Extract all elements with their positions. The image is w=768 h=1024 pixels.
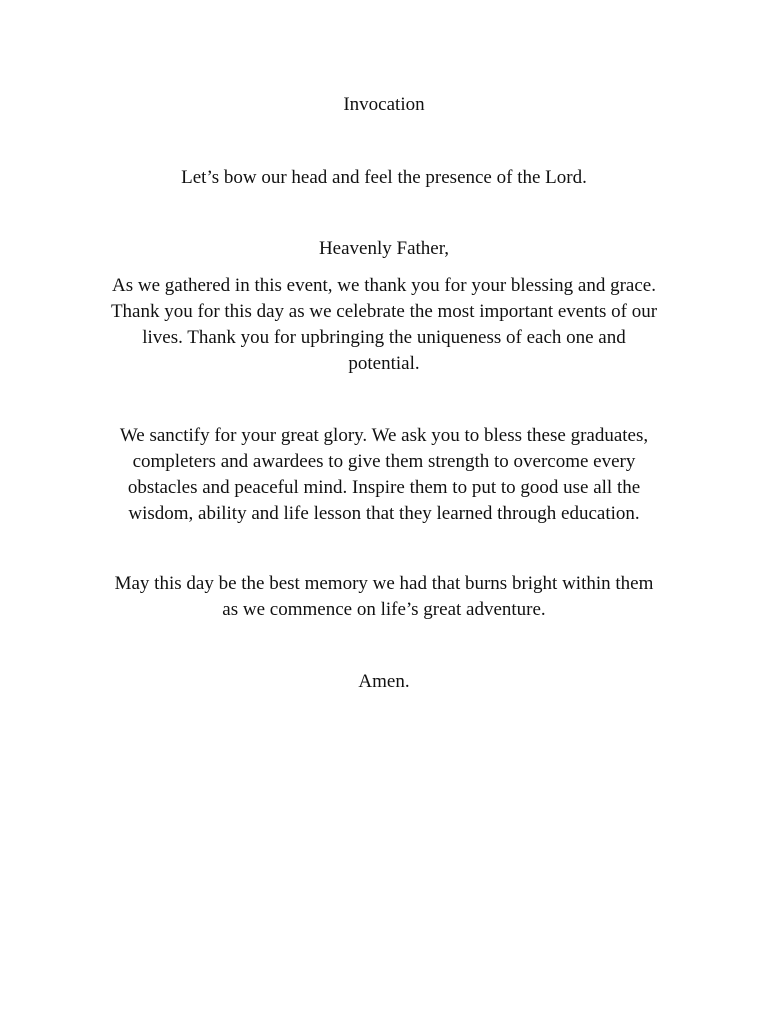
paragraph-1-line-4: potential.	[348, 353, 420, 374]
paragraph-1-line-3: lives. Thank you for upbringing the uniqueness of each one and	[142, 327, 626, 348]
paragraph-3-line-1: May this day be the best memory we had that burns bright within them	[114, 573, 654, 594]
salutation: Heavenly Father,	[318, 238, 450, 259]
paragraph-2-line-2: completers and awardees to give them strength to overcome every	[132, 451, 636, 472]
paragraph-1-line-2: Thank you for this day as we celebrate the most important events of our	[110, 301, 658, 322]
paragraph-2-line-3: obstacles and peaceful mind. Inspire them to put to good use all the	[127, 477, 641, 498]
closing-amen: Amen.	[358, 671, 410, 692]
document-title: Invocation	[343, 94, 425, 115]
paragraph-3-line-2: as we commence on life’s great adventure.	[222, 599, 546, 620]
opening-line: Let’s bow our head and feel the presence of the Lord.	[181, 167, 587, 188]
paragraph-1-line-1: As we gathered in this event, we thank you for your blessing and grace.	[112, 275, 656, 296]
paragraph-2-line-1: We sanctify for your great glory. We ask you to bless these graduates,	[119, 425, 649, 446]
paragraph-2-line-4: wisdom, ability and life lesson that they learned through education.	[128, 503, 640, 524]
